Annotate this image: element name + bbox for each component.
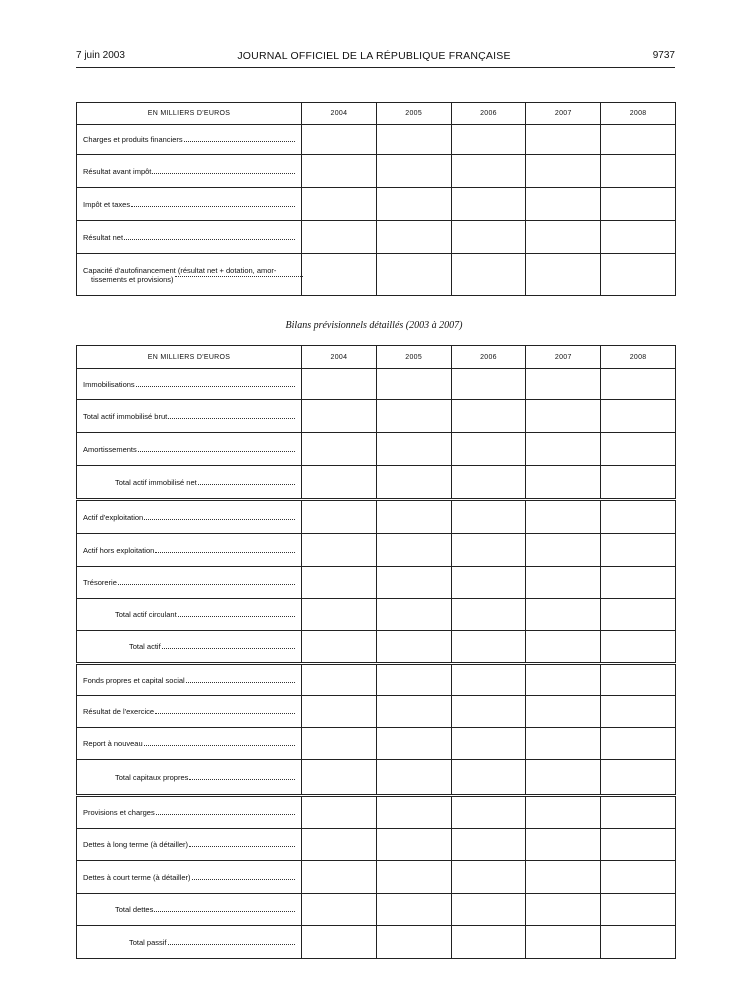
table-row — [77, 728, 676, 760]
value-cell — [376, 760, 451, 796]
row-label: Fonds propres et capital social — [77, 664, 302, 696]
value-cell — [302, 534, 377, 567]
row-label: Total passif — [77, 926, 302, 959]
results-table — [76, 102, 676, 296]
table-row — [77, 466, 676, 500]
value-cell — [451, 466, 526, 500]
row-label: Trésorerie — [77, 567, 302, 599]
value-cell — [302, 188, 377, 221]
value-cell — [601, 796, 676, 829]
value-cell — [302, 861, 377, 894]
journal-title: JOURNAL OFFICIEL DE LA RÉPUBLIQUE FRANÇAISE — [237, 50, 511, 62]
value-cell — [451, 155, 526, 188]
value-cell — [526, 696, 601, 728]
row-label: Amortissements — [77, 433, 302, 466]
value-cell — [451, 188, 526, 221]
row-label: Dettes à long terme (à détailler) — [77, 829, 302, 861]
value-cell — [601, 155, 676, 188]
value-cell — [376, 400, 451, 433]
value-cell — [451, 664, 526, 696]
column-header-label: EN MILLIERS D'EUROS — [77, 103, 302, 125]
value-cell — [526, 664, 601, 696]
value-cell — [526, 861, 601, 894]
value-cell — [376, 254, 451, 296]
value-cell — [451, 500, 526, 534]
value-cell — [376, 926, 451, 959]
value-cell — [526, 728, 601, 760]
value-cell — [376, 534, 451, 567]
column-header-year: 2008 — [601, 346, 676, 369]
row-label: Total actif circulant — [77, 599, 302, 631]
value-cell — [451, 534, 526, 567]
value-cell — [451, 926, 526, 959]
value-cell — [526, 534, 601, 567]
row-label: Actif d'exploitation — [77, 500, 302, 534]
row-label: Provisions et charges — [77, 796, 302, 829]
column-header-year: 2005 — [376, 103, 451, 125]
column-header-year: 2007 — [526, 103, 601, 125]
value-cell — [376, 466, 451, 500]
value-cell — [376, 221, 451, 254]
row-label: Total capitaux propres — [77, 760, 302, 796]
value-cell — [601, 433, 676, 466]
table-row — [77, 369, 676, 400]
value-cell — [526, 796, 601, 829]
table-row — [77, 567, 676, 599]
table-row — [77, 400, 676, 433]
table-row — [77, 221, 676, 254]
value-cell — [302, 760, 377, 796]
value-cell — [601, 760, 676, 796]
value-cell — [451, 631, 526, 664]
value-cell — [601, 664, 676, 696]
row-label: Résultat de l'exercice — [77, 696, 302, 728]
value-cell — [526, 599, 601, 631]
value-cell — [302, 664, 377, 696]
value-cell — [526, 125, 601, 155]
balance-sheet-table — [76, 345, 676, 959]
value-cell — [451, 567, 526, 599]
value-cell — [526, 433, 601, 466]
value-cell — [526, 466, 601, 500]
table-row — [77, 861, 676, 894]
row-label: Immobilisations — [77, 369, 302, 400]
value-cell — [376, 567, 451, 599]
value-cell — [376, 631, 451, 664]
value-cell — [601, 369, 676, 400]
table-row — [77, 631, 676, 664]
value-cell — [376, 728, 451, 760]
value-cell — [302, 696, 377, 728]
column-header-year: 2006 — [451, 103, 526, 125]
value-cell — [302, 796, 377, 829]
value-cell — [601, 188, 676, 221]
value-cell — [526, 926, 601, 959]
value-cell — [451, 796, 526, 829]
table-header-row — [77, 346, 676, 369]
value-cell — [302, 254, 377, 296]
value-cell — [376, 696, 451, 728]
value-cell — [376, 829, 451, 861]
row-label: Report à nouveau — [77, 728, 302, 760]
value-cell — [302, 631, 377, 664]
value-cell — [526, 500, 601, 534]
row-label: Dettes à court terme (à détailler) — [77, 861, 302, 894]
value-cell — [302, 400, 377, 433]
value-cell — [601, 534, 676, 567]
value-cell — [526, 254, 601, 296]
value-cell — [451, 894, 526, 926]
column-header-label: EN MILLIERS D'EUROS — [77, 346, 302, 369]
value-cell — [302, 894, 377, 926]
value-cell — [376, 155, 451, 188]
value-cell — [376, 796, 451, 829]
value-cell — [302, 369, 377, 400]
table-row — [77, 155, 676, 188]
table-row — [77, 696, 676, 728]
value-cell — [451, 433, 526, 466]
value-cell — [526, 155, 601, 188]
value-cell — [526, 760, 601, 796]
value-cell — [451, 221, 526, 254]
table-row — [77, 796, 676, 829]
table-row — [77, 894, 676, 926]
value-cell — [451, 400, 526, 433]
row-label: Total actif immobilisé net — [77, 466, 302, 500]
value-cell — [526, 188, 601, 221]
column-header-year: 2007 — [526, 346, 601, 369]
value-cell — [302, 125, 377, 155]
table-row — [77, 664, 676, 696]
column-header-year: 2004 — [302, 346, 377, 369]
table-header-row — [77, 103, 676, 125]
value-cell — [601, 894, 676, 926]
value-cell — [601, 599, 676, 631]
value-cell — [302, 926, 377, 959]
value-cell — [302, 466, 377, 500]
value-cell — [601, 254, 676, 296]
row-label: Total actif — [77, 631, 302, 664]
value-cell — [451, 760, 526, 796]
value-cell — [451, 861, 526, 894]
value-cell — [451, 254, 526, 296]
value-cell — [601, 631, 676, 664]
table-row — [77, 500, 676, 534]
value-cell — [526, 829, 601, 861]
value-cell — [302, 599, 377, 631]
value-cell — [601, 466, 676, 500]
value-cell — [302, 567, 377, 599]
value-cell — [601, 125, 676, 155]
value-cell — [526, 631, 601, 664]
value-cell — [526, 221, 601, 254]
value-cell — [302, 500, 377, 534]
value-cell — [376, 894, 451, 926]
column-header-year: 2004 — [302, 103, 377, 125]
value-cell — [376, 861, 451, 894]
value-cell — [601, 728, 676, 760]
value-cell — [451, 829, 526, 861]
row-label: Total actif immobilisé brut — [77, 400, 302, 433]
table-row — [77, 433, 676, 466]
header-rule — [76, 67, 675, 68]
value-cell — [302, 155, 377, 188]
value-cell — [601, 400, 676, 433]
value-cell — [302, 829, 377, 861]
value-cell — [526, 567, 601, 599]
value-cell — [451, 369, 526, 400]
table-caption: Bilans prévisionnels détaillés (2003 à 2007) — [285, 320, 463, 331]
value-cell — [526, 894, 601, 926]
table-row — [77, 125, 676, 155]
value-cell — [601, 567, 676, 599]
value-cell — [451, 599, 526, 631]
value-cell — [302, 221, 377, 254]
value-cell — [376, 125, 451, 155]
value-cell — [302, 728, 377, 760]
value-cell — [526, 400, 601, 433]
table-row — [77, 599, 676, 631]
table-row — [77, 760, 676, 796]
value-cell — [601, 926, 676, 959]
page-number: 9737 — [652, 50, 675, 61]
value-cell — [376, 188, 451, 221]
value-cell — [302, 433, 377, 466]
row-label: Résultat net — [77, 221, 302, 254]
row-label: Actif hors exploitation — [77, 534, 302, 567]
column-header-year: 2008 — [601, 103, 676, 125]
page-date: 7 juin 2003 — [76, 50, 125, 61]
table-row — [77, 254, 676, 296]
value-cell — [526, 369, 601, 400]
table-row — [77, 534, 676, 567]
value-cell — [601, 861, 676, 894]
row-label: Impôt et taxes — [77, 188, 302, 221]
value-cell — [451, 696, 526, 728]
table-row — [77, 926, 676, 959]
value-cell — [601, 696, 676, 728]
column-header-year: 2006 — [451, 346, 526, 369]
value-cell — [451, 125, 526, 155]
value-cell — [376, 599, 451, 631]
column-header-year: 2005 — [376, 346, 451, 369]
table-row — [77, 188, 676, 221]
table-row — [77, 829, 676, 861]
row-label: Résultat avant impôt — [77, 155, 302, 188]
value-cell — [376, 369, 451, 400]
value-cell — [601, 829, 676, 861]
value-cell — [376, 433, 451, 466]
row-label: Charges et produits financiers — [77, 125, 302, 155]
row-label: Capacité d'autofinancement (résultat net + dotation, amor- tissements et provisions) — [77, 254, 302, 296]
value-cell — [451, 728, 526, 760]
value-cell — [376, 664, 451, 696]
value-cell — [601, 500, 676, 534]
value-cell — [376, 500, 451, 534]
row-label: Total dettes — [77, 894, 302, 926]
value-cell — [601, 221, 676, 254]
